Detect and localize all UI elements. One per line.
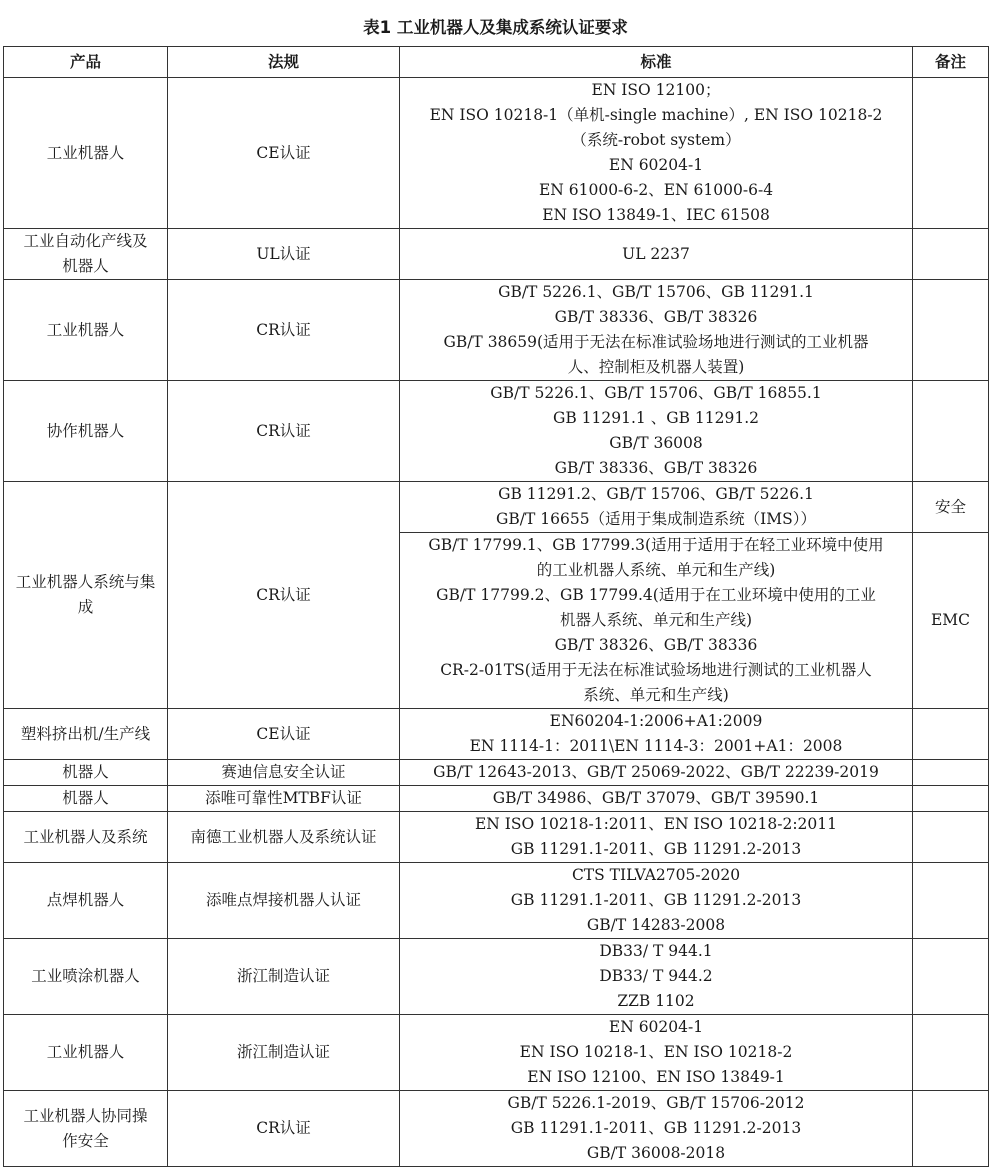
standard-cell	[400, 280, 913, 381]
remark-cell	[913, 78, 989, 229]
product-cell: 工业喷涂机器人	[4, 939, 168, 1015]
regulation-cell: 添唯可靠性MTBF认证	[168, 786, 400, 812]
regulation-cell: 赛迪信息安全认证	[168, 760, 400, 786]
standard-line: 机器人系统、单元和生产线)	[559, 611, 753, 629]
table-caption: 表1 工业机器人及集成系统认证要求	[363, 18, 628, 37]
regulation-cell: 添唯点焊接机器人认证	[168, 863, 400, 939]
table-row	[4, 78, 989, 229]
header-remark: 备注	[913, 47, 989, 78]
standard-cell	[400, 760, 913, 786]
table-row	[4, 381, 989, 482]
standard-line: 的工业机器人系统、单元和生产线)	[536, 561, 776, 579]
standard-line: GB 11291.1 、GB 11291.2	[552, 409, 760, 427]
product-cell: 塑料挤出机/生产线	[4, 709, 168, 760]
standard-line: UL 2237	[622, 244, 690, 263]
remark-cell	[913, 863, 989, 939]
standard-line: GB 11291.1-2011、GB 11291.2-2013	[510, 1119, 802, 1137]
product-cell: 工业机器人协同操作安全	[4, 1091, 168, 1167]
regulation-cell: CR认证	[168, 1091, 400, 1167]
standard-line: EN 60204-1	[608, 156, 704, 174]
product-cell: 机器人	[4, 786, 168, 812]
standard-line: GB/T 36008	[609, 434, 703, 452]
remark-cell	[913, 709, 989, 760]
standard-line: GB/T 34986、GB/T 37079、GB/T 39590.1	[492, 789, 820, 807]
standard-line: GB/T 38336、GB/T 38326	[554, 308, 758, 326]
remark-cell	[913, 812, 989, 863]
product-cell: 工业机器人及系统	[4, 812, 168, 863]
regulation-cell: CR认证	[168, 280, 400, 381]
regulation-cell: CE认证	[168, 709, 400, 760]
standard-line: 系统、单元和生产线)	[583, 686, 729, 704]
remark-cell	[913, 229, 989, 280]
regulation-cell: CR认证	[168, 482, 400, 709]
standard-line: GB/T 17799.2、GB 17799.4(适用于在工业环境中使用的工业	[436, 586, 876, 604]
table-row	[4, 229, 989, 280]
standard-cell	[400, 381, 913, 482]
product-cell: 工业机器人系统与集成	[4, 482, 168, 709]
product-cell: 工业自动化产线及机器人	[4, 229, 168, 280]
product-cell: 点焊机器人	[4, 863, 168, 939]
remark-cell: EMC	[913, 533, 989, 709]
standard-line: EN ISO 13849-1、IEC 61508	[542, 206, 770, 224]
header-product: 产品	[4, 47, 168, 78]
standard-line: GB 11291.1-2011、GB 11291.2-2013	[510, 891, 802, 909]
standard-cell	[400, 533, 913, 709]
product-cell: 协作机器人	[4, 381, 168, 482]
standard-line: EN ISO 10218-1、EN ISO 10218-2	[519, 1043, 793, 1061]
standard-line: GB/T 5226.1、GB/T 15706、GB 11291.1	[498, 283, 814, 301]
standard-cell	[400, 863, 913, 939]
standard-line: EN 1114-1：2011\EN 1114-3：2001+A1：2008	[469, 737, 843, 755]
remark-cell	[913, 1015, 989, 1091]
standard-cell	[400, 939, 913, 1015]
table-row	[4, 482, 989, 533]
regulation-cell: UL认证	[168, 229, 400, 280]
remark-cell	[913, 381, 989, 482]
standard-cell	[400, 709, 913, 760]
table-row	[4, 786, 989, 812]
header-regulation: 法规	[168, 47, 400, 78]
standard-line: GB/T 5226.1-2019、GB/T 15706-2012	[507, 1094, 805, 1112]
standard-line: EN ISO 12100；	[591, 81, 721, 99]
standard-line: GB/T 38326、GB/T 38336	[554, 636, 758, 654]
standard-cell	[400, 482, 913, 533]
standard-cell	[400, 1091, 913, 1167]
standard-line: EN 61000-6-2、EN 61000-6-4	[538, 181, 774, 199]
remark-cell	[913, 786, 989, 812]
product-cell: 工业机器人	[4, 280, 168, 381]
table-row	[4, 709, 989, 760]
standard-cell	[400, 786, 913, 812]
standard-line: EN ISO 10218-1:2011、EN ISO 10218-2:2011	[474, 815, 837, 833]
table-row	[4, 760, 989, 786]
product-cell: 工业机器人	[4, 1015, 168, 1091]
standard-line: DB33/ T 944.1	[599, 942, 713, 960]
regulation-cell: 浙江制造认证	[168, 1015, 400, 1091]
standard-line: EN ISO 12100、EN ISO 13849-1	[527, 1068, 785, 1086]
product-cell: 工业机器人	[4, 78, 168, 229]
standard-line: EN ISO 10218-1（单机-single machine）, EN ISO 10218-2	[429, 106, 883, 124]
regulation-cell: CE认证	[168, 78, 400, 229]
header-row	[4, 47, 989, 78]
table-row	[4, 812, 989, 863]
header-standard: 标准	[400, 47, 913, 78]
standard-line: 人、控制柜及机器人装置)	[567, 358, 745, 376]
regulation-cell: 南德工业机器人及系统认证	[168, 812, 400, 863]
regulation-cell: CR认证	[168, 381, 400, 482]
standard-cell	[400, 812, 913, 863]
standard-line: EN60204-1:2006+A1:2009	[549, 712, 763, 730]
standard-line: GB/T 38336、GB/T 38326	[554, 459, 758, 477]
table-body	[4, 78, 989, 1167]
remark-cell	[913, 760, 989, 786]
table-row	[4, 939, 989, 1015]
table-row	[4, 1015, 989, 1091]
remark-cell	[913, 280, 989, 381]
standard-line: GB 11291.2、GB/T 15706、GB/T 5226.1	[498, 485, 814, 503]
standard-line: ZZB 1102	[617, 992, 695, 1010]
standard-line: EN 60204-1	[608, 1018, 704, 1036]
standard-line: （系统-robot system）	[571, 131, 741, 149]
standard-line: GB/T 12643-2013、GB/T 25069-2022、GB/T 22239-2019	[433, 763, 879, 781]
standard-cell	[400, 78, 913, 229]
standard-line: CTS TILVA2705-2020	[571, 866, 741, 884]
standard-line: CR-2-01TS(适用于无法在标准试验场地进行测试的工业机器人	[440, 661, 872, 679]
remark-cell	[913, 1091, 989, 1167]
standard-line: GB/T 16655（适用于集成制造系统（IMS））	[496, 510, 816, 528]
standard-line: GB/T 17799.1、GB 17799.3(适用于适用于在轻工业环境中使用	[428, 536, 884, 554]
remark-cell: 安全	[913, 482, 989, 533]
product-cell: 机器人	[4, 760, 168, 786]
table-row	[4, 280, 989, 381]
standard-cell	[400, 229, 913, 280]
standard-line: GB/T 38659(适用于无法在标准试验场地进行测试的工业机器	[443, 333, 869, 351]
standard-line: DB33/ T 944.2	[599, 967, 713, 985]
regulation-cell: 浙江制造认证	[168, 939, 400, 1015]
standard-line: GB/T 5226.1、GB/T 15706、GB/T 16855.1	[490, 384, 822, 402]
standard-line: GB 11291.1-2011、GB 11291.2-2013	[510, 840, 802, 858]
standard-cell	[400, 1015, 913, 1091]
standard-line: GB/T 14283-2008	[586, 916, 726, 934]
table-row	[4, 1091, 989, 1167]
certification-table	[3, 46, 989, 1167]
table-row	[4, 863, 989, 939]
remark-cell	[913, 939, 989, 1015]
standard-line: GB/T 36008-2018	[586, 1144, 726, 1162]
